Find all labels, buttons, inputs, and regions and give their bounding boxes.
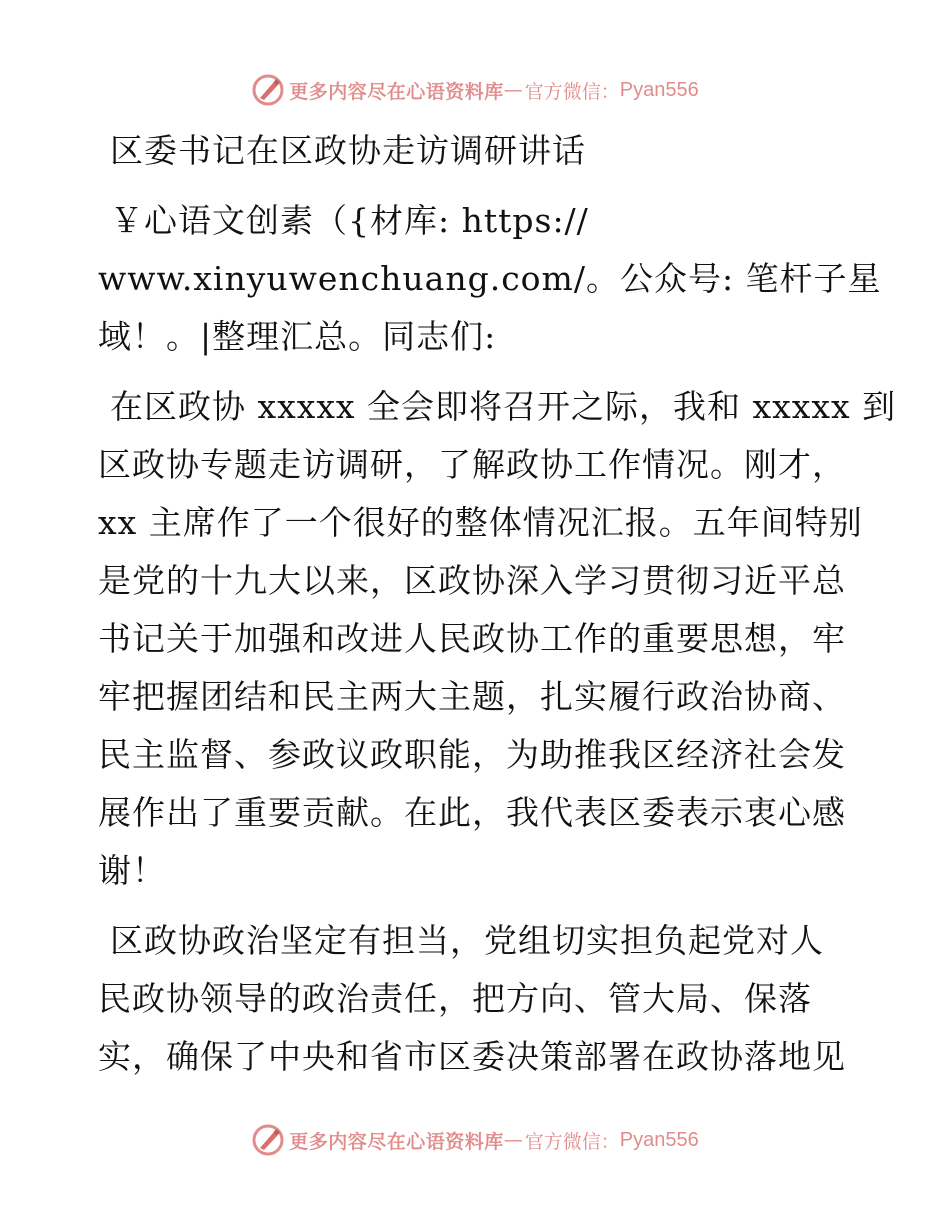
wechat-label: 官方微信： — [524, 80, 620, 103]
document-body — [98, 122, 897, 1086]
pen-logo-icon — [251, 1123, 285, 1157]
intro-line: www.xinyuwenchuang.com/。公众号: 笔杆子星 — [98, 259, 882, 298]
footer-watermark — [0, 1120, 950, 1160]
paragraph-line: 区政协专题走访调研，了解政协工作情况。刚才， — [98, 445, 846, 484]
header-watermark — [0, 70, 950, 110]
paragraph-line: 牢把握团结和民主两大主题，扎实履行政治协商、 — [98, 677, 846, 716]
paragraph-line: 民主监督、参政议政职能，为助推我区经济社会发 — [98, 735, 846, 774]
pen-logo-icon — [251, 73, 285, 107]
intro-line: ￥心语文创素（{材库: https:// — [110, 201, 589, 240]
paragraph-line: 民政协领导的政治责任，把方向、管大局、保落 — [98, 979, 812, 1018]
intro-line: 域！。|整理汇总。同志们: — [98, 317, 497, 356]
paragraph-line: 区政协政治坚定有担当，党组切实担负起党对人 — [110, 921, 824, 960]
watermark-text: 更多内容尽在心语资料库 — [289, 1130, 504, 1153]
paragraph-line: 展作出了重要贡献。在此，我代表区委表示衷心感 — [98, 793, 846, 832]
watermark-dash: — — [503, 1129, 523, 1151]
watermark-text: 更多内容尽在心语资料库 — [289, 80, 504, 103]
paragraph-line: 实，确保了中央和省市区委决策部署在政协落地见 — [98, 1037, 846, 1076]
paragraph-line: 谢！ — [98, 851, 166, 890]
document-title: 区委书记在区政协走访调研讲话 — [110, 131, 586, 170]
paragraph-line: xx 主席作了一个很好的整体情况汇报。五年间特别 — [98, 503, 863, 542]
paragraph-line: 是党的十九大以来，区政协深入学习贯彻习近平总 — [98, 561, 846, 600]
paragraph-line: 在区政协 xxxxx 全会即将召开之际，我和 xxxxx 到 — [110, 387, 897, 426]
wechat-id: Pyan556 — [619, 1128, 699, 1151]
wechat-label: 官方微信： — [524, 1130, 620, 1153]
wechat-id: Pyan556 — [619, 78, 699, 101]
watermark-dash: — — [503, 79, 523, 101]
paragraph-line: 书记关于加强和改进人民政协工作的重要思想，牢 — [98, 619, 846, 658]
